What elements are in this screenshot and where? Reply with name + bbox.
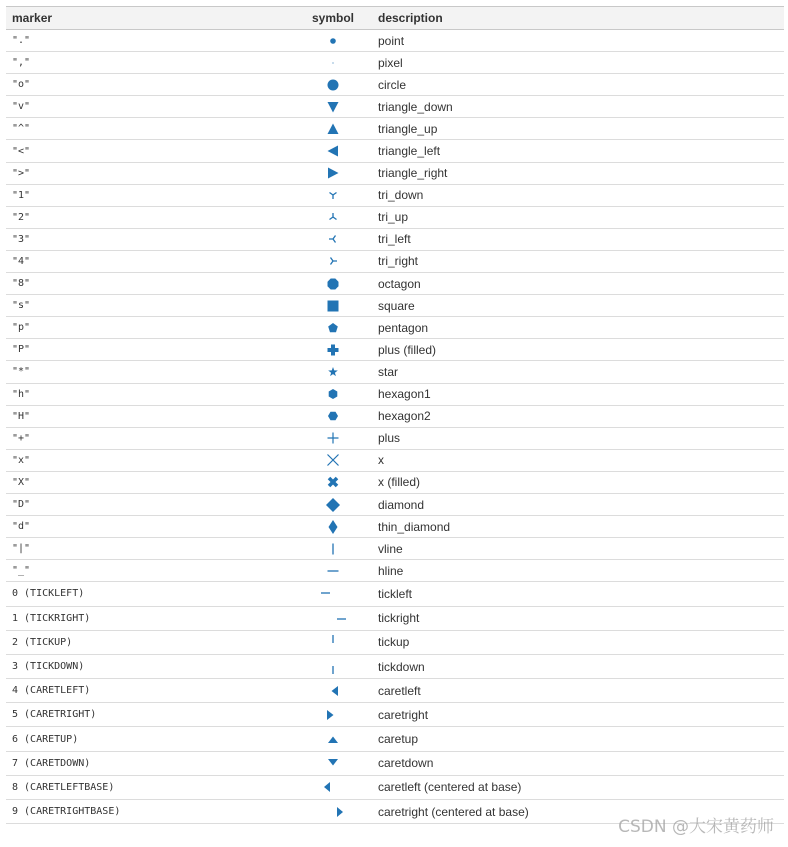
caretleft-icon — [296, 679, 370, 702]
marker-code: ">" — [12, 167, 31, 179]
marker-description: triangle_up — [378, 121, 438, 136]
table-row — [6, 185, 784, 207]
marker-code: "D" — [12, 499, 31, 511]
marker-code: "<" — [12, 145, 31, 157]
marker-code: 3 (TICKDOWN) — [12, 661, 85, 672]
marker-code: "|" — [12, 543, 31, 555]
marker-code: "4" — [12, 255, 31, 267]
table-row — [6, 339, 784, 361]
hline-icon — [296, 560, 370, 581]
marker-description: diamond — [378, 497, 425, 512]
marker-code: "h" — [12, 388, 31, 400]
octagon-icon — [296, 273, 370, 294]
tri-up-icon — [296, 207, 370, 228]
marker-code: "2" — [12, 211, 31, 223]
table-row — [6, 207, 784, 229]
table-row — [6, 384, 784, 406]
marker-description: triangle_down — [378, 99, 453, 114]
caretright-base-icon — [296, 800, 370, 823]
table-row — [6, 295, 784, 317]
tri-right-icon — [296, 251, 370, 272]
table-row — [6, 679, 784, 703]
table-row — [6, 406, 784, 428]
marker-code: 7 (CARETDOWN) — [12, 757, 91, 769]
marker-description: caretleft (centered at base) — [378, 780, 522, 795]
table-body — [6, 30, 784, 824]
triangle-left-icon — [296, 140, 370, 161]
square-icon — [296, 295, 370, 316]
x-filled-icon — [296, 472, 370, 493]
marker-description: triangle_right — [378, 166, 448, 181]
marker-description: tickleft — [378, 586, 413, 601]
marker-description: caretup — [378, 732, 419, 747]
marker-code: "p" — [12, 322, 31, 334]
x-icon — [296, 450, 370, 471]
table-row — [6, 317, 784, 339]
table-row — [6, 776, 784, 800]
marker-description: x — [378, 453, 384, 468]
triangle-right-icon — [296, 163, 370, 184]
vline-icon — [296, 538, 370, 559]
table-row — [6, 140, 784, 162]
table-row — [6, 251, 784, 273]
triangle-up-icon — [296, 118, 370, 139]
pixel-icon — [296, 52, 370, 73]
marker-description: circle — [378, 77, 407, 92]
table-header — [6, 6, 784, 30]
marker-code: "s" — [12, 300, 31, 312]
point-icon — [296, 30, 370, 51]
marker-description: hexagon1 — [378, 387, 431, 402]
marker-description: thin_diamond — [378, 519, 451, 534]
table-row — [6, 450, 784, 472]
marker-description: tickright — [378, 611, 420, 626]
table-row — [6, 229, 784, 251]
table-row — [6, 516, 784, 538]
table-row — [6, 74, 784, 96]
tri-left-icon — [296, 229, 370, 250]
caretup-icon — [296, 727, 370, 750]
marker-description: square — [378, 298, 415, 313]
table-row — [6, 538, 784, 560]
marker-code: "H" — [12, 410, 31, 422]
marker-description: caretright — [378, 707, 429, 722]
marker-code: 5 (CARETRIGHT) — [12, 709, 97, 721]
marker-code: "v" — [12, 101, 31, 113]
marker-code: 2 (TICKUP) — [12, 636, 73, 648]
marker-description: pixel — [378, 55, 403, 70]
marker-code: 8 (CARETLEFTBASE) — [12, 781, 115, 793]
star-icon — [296, 361, 370, 382]
marker-description: tri_right — [378, 254, 419, 269]
hexagon2-icon — [296, 406, 370, 427]
marker-code: "o" — [12, 79, 31, 91]
marker-code: "*" — [12, 366, 31, 378]
marker-code: "^" — [12, 123, 31, 135]
marker-code: 9 (CARETRIGHTBASE) — [12, 806, 121, 818]
triangle-down-icon — [296, 96, 370, 117]
table-row — [6, 752, 784, 776]
marker-code: "_" — [12, 565, 31, 577]
marker-code: "d" — [12, 521, 31, 533]
marker-description: star — [378, 364, 399, 379]
tri-down-icon — [296, 185, 370, 206]
caretdown-icon — [296, 752, 370, 775]
pentagon-icon — [296, 317, 370, 338]
marker-description: tri_left — [378, 232, 411, 247]
marker-code: "8" — [12, 278, 31, 290]
table-row — [6, 273, 784, 295]
marker-description: plus (filled) — [378, 342, 437, 357]
table-row — [6, 472, 784, 494]
table-row — [6, 163, 784, 185]
marker-code: 6 (CARETUP) — [12, 733, 79, 745]
header-marker: marker — [12, 11, 53, 25]
table-row — [6, 494, 784, 516]
marker-description: point — [378, 33, 405, 48]
marker-code: "P" — [12, 344, 31, 356]
marker-description: caretleft — [378, 683, 421, 698]
table-row — [6, 727, 784, 751]
diamond-icon — [296, 494, 370, 515]
marker-description: tickup — [378, 635, 410, 650]
marker-description: caretright (centered at base) — [378, 804, 529, 819]
table-row — [6, 96, 784, 118]
markers-table — [6, 6, 784, 824]
marker-description: hexagon2 — [378, 409, 431, 424]
header-description: description — [378, 11, 443, 25]
marker-description: octagon — [378, 276, 421, 291]
marker-description: tri_down — [378, 188, 424, 203]
table-row — [6, 655, 784, 679]
table-row — [6, 361, 784, 383]
marker-description: caretdown — [378, 756, 434, 771]
table-row — [6, 582, 784, 606]
circle-icon — [296, 74, 370, 95]
marker-code: "x" — [12, 454, 31, 466]
table-row — [6, 30, 784, 52]
marker-description: plus — [378, 431, 401, 446]
table-row — [6, 631, 784, 655]
watermark: CSDN @大宋黄药师 — [618, 817, 774, 837]
marker-description: tri_up — [378, 210, 409, 225]
marker-code: "." — [12, 35, 31, 47]
marker-description: pentagon — [378, 320, 429, 335]
marker-code: "," — [12, 57, 31, 69]
marker-code: 1 (TICKRIGHT) — [12, 612, 91, 624]
marker-code: "1" — [12, 189, 31, 201]
thin-diamond-icon — [296, 516, 370, 537]
marker-description: x (filled) — [378, 475, 421, 490]
hexagon1-icon — [296, 384, 370, 405]
table-row — [6, 428, 784, 450]
table-row — [6, 118, 784, 140]
marker-code: "3" — [12, 233, 31, 245]
table-row — [6, 560, 784, 582]
table-row — [6, 52, 784, 74]
marker-code: 0 (TICKLEFT) — [12, 588, 85, 600]
plus-filled-icon — [296, 339, 370, 360]
marker-code: 4 (CARETLEFT) — [12, 685, 91, 697]
table-row — [6, 607, 784, 631]
caretright-icon — [296, 703, 370, 726]
plus-icon — [296, 428, 370, 449]
tickup-icon — [296, 631, 370, 654]
tickright-icon — [296, 607, 370, 630]
table-row — [6, 703, 784, 727]
marker-code: "X" — [12, 476, 31, 488]
marker-description: tickdown — [378, 659, 425, 674]
marker-code: "+" — [12, 432, 31, 444]
marker-description: triangle_left — [378, 144, 441, 159]
header-symbol: symbol — [311, 11, 354, 25]
caretleft-base-icon — [296, 776, 370, 799]
marker-description: vline — [378, 541, 403, 556]
marker-description: hline — [378, 563, 404, 578]
tickleft-icon — [296, 582, 370, 605]
tickdown-icon — [296, 655, 370, 678]
